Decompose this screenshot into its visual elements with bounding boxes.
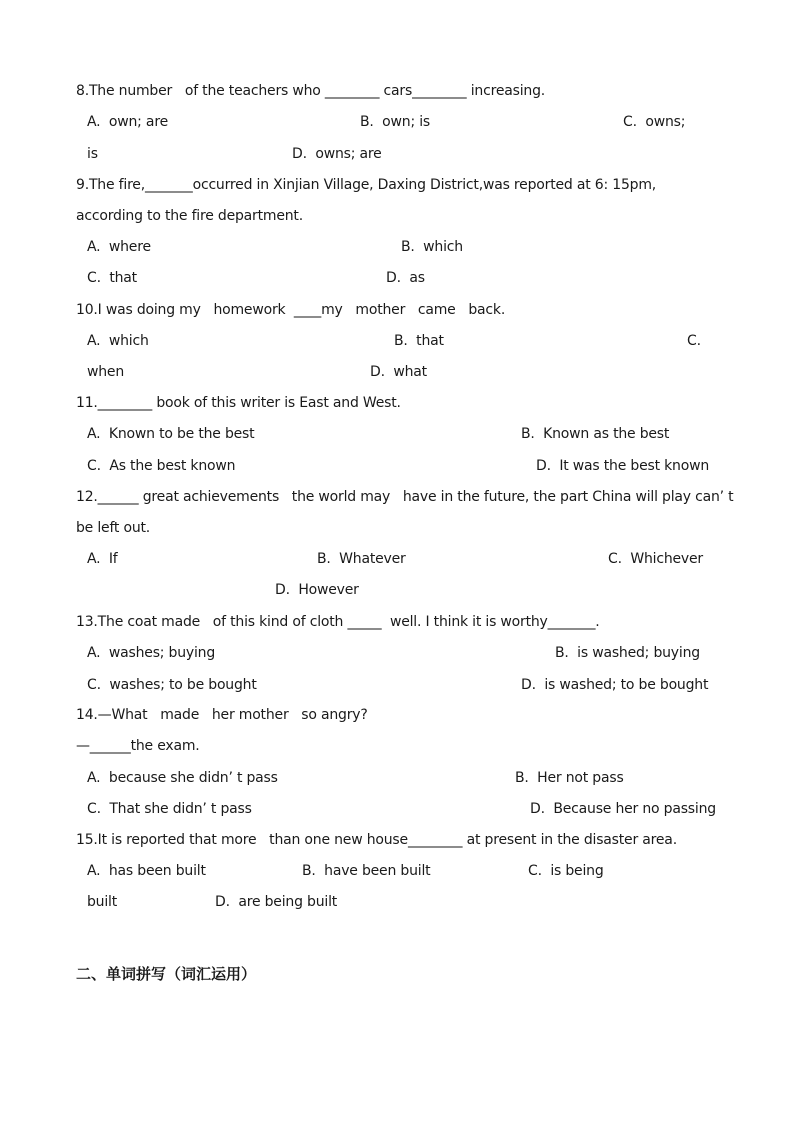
question-8-option-c-cont: is	[87, 146, 98, 162]
question-11-stem: 11.________ book of this writer is East and West.	[76, 395, 401, 411]
question-13-option-c[interactable]: C. washes; to be bought	[87, 677, 257, 693]
question-9-option-b[interactable]: B. which	[401, 239, 463, 255]
question-10-option-c[interactable]: C.	[687, 333, 701, 349]
question-9-option-c[interactable]: C. that	[87, 270, 137, 286]
question-14-option-d[interactable]: D. Because her no passing	[530, 801, 716, 817]
question-15-option-a[interactable]: A. has been built	[87, 863, 206, 879]
question-13-option-d[interactable]: D. is washed; to be bought	[521, 677, 709, 693]
question-14-option-a[interactable]: A. because she didn’ t pass	[87, 770, 278, 786]
question-10-option-a[interactable]: A. which	[87, 333, 149, 349]
question-15-option-b[interactable]: B. have been built	[302, 863, 431, 879]
question-13-option-b[interactable]: B. is washed; buying	[555, 645, 700, 661]
question-8-option-b[interactable]: B. own; is	[360, 114, 430, 130]
question-15-stem: 15.It is reported that more than one new house________ at present in the disaster area.	[76, 832, 677, 848]
question-12-option-b[interactable]: B. Whatever	[317, 551, 406, 567]
question-10-option-d[interactable]: D. what	[370, 364, 427, 380]
question-8-option-d[interactable]: D. owns; are	[292, 146, 382, 162]
question-12-stem-cont: be left out.	[76, 520, 151, 536]
question-14-option-b[interactable]: B. Her not pass	[515, 770, 624, 786]
question-8-option-c[interactable]: C. owns;	[623, 114, 686, 130]
question-11-option-a[interactable]: A. Known to be the best	[87, 426, 255, 442]
question-10-option-c-cont: when	[87, 364, 125, 380]
question-9-stem-cont: according to the fire department.	[76, 208, 303, 224]
question-12-option-c[interactable]: C. Whichever	[608, 551, 703, 567]
question-15-option-d[interactable]: D. are being built	[215, 894, 338, 910]
question-13-stem: 13.The coat made of this kind of cloth _____ well. I think it is worthy_______.	[76, 614, 600, 630]
question-12-option-d[interactable]: D. However	[275, 582, 359, 598]
question-10-stem: 10.I was doing my homework ____my mother came back.	[76, 302, 506, 318]
question-13-option-a[interactable]: A. washes; buying	[87, 645, 216, 661]
question-15-option-c[interactable]: C. is being	[528, 863, 604, 879]
question-8-stem: 8.The number of the teachers who ________ cars________ increasing.	[76, 83, 546, 99]
question-9-option-a[interactable]: A. where	[87, 239, 151, 255]
question-12-option-a[interactable]: A. If	[87, 551, 118, 567]
question-14-stem: 14.—What made her mother so angry?	[76, 707, 368, 723]
question-14-option-c[interactable]: C. That she didn’ t pass	[87, 801, 252, 817]
question-11-option-c[interactable]: C. As the best known	[87, 458, 236, 474]
question-11-option-d[interactable]: D. It was the best known	[536, 458, 710, 474]
question-14-stem-cont: —______the exam.	[76, 738, 200, 754]
question-11-option-b[interactable]: B. Known as the best	[521, 426, 670, 442]
question-10-option-b[interactable]: B. that	[394, 333, 444, 349]
question-9-stem: 9.The fire,_______occurred in Xinjian Village, Daxing District,was reported at 6: 15pm,	[76, 177, 657, 193]
question-9-option-d[interactable]: D. as	[386, 270, 425, 286]
section-heading: 二、单词拼写（词汇运用）	[76, 965, 257, 983]
question-12-stem: 12.______ great achievements the world may have in the future, the part China will play can’ t	[76, 489, 734, 505]
question-8-option-a[interactable]: A. own; are	[87, 114, 168, 130]
question-15-option-c-cont: built	[87, 894, 118, 910]
